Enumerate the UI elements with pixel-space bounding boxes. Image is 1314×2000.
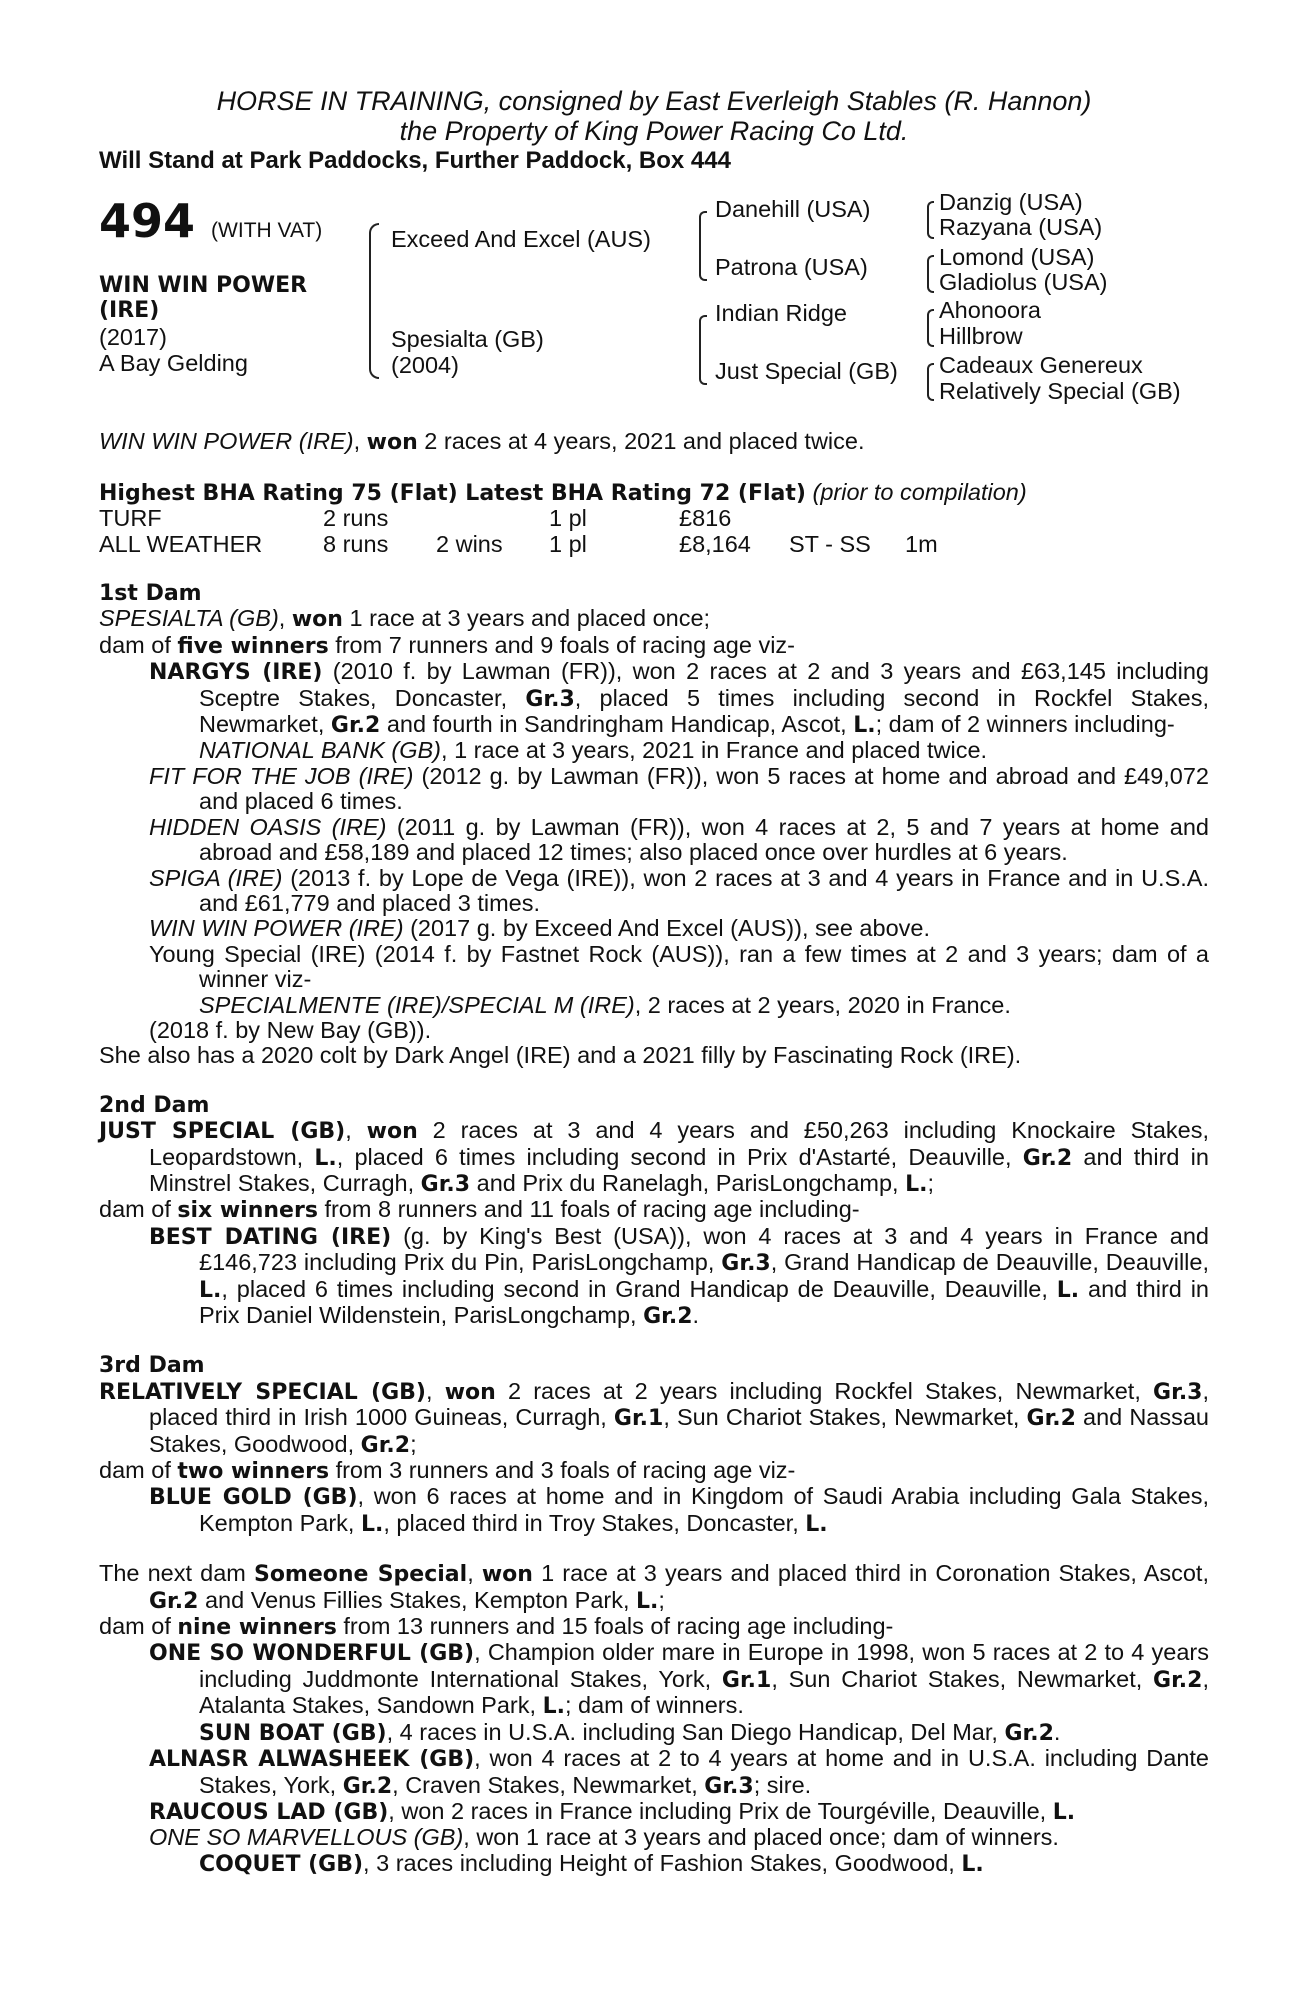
winners-count: two winners — [177, 1459, 330, 1485]
winners-count: nine winners — [177, 1615, 337, 1641]
produce-fit-for-the-job — [99, 764, 1209, 815]
dam-sire: Indian Ridge — [715, 300, 847, 327]
first-dam-heading: 1st Dam — [99, 581, 202, 607]
text: , Atalanta Stakes, Sandown Park, — [199, 1665, 1209, 1719]
text: (g. by King's Best (USA)), won 4 races at 3 and 4 years in France and £146,723 including Prix du Pin, ParisLongchamp, — [199, 1222, 1209, 1276]
produce-young-special: Young Special (IRE) (2014 f. by Fastnet Rock (AUS)), ran a few times at 2 and 3 years; dam of a winner viz- — [149, 940, 1209, 993]
text: The next dam — [99, 1560, 254, 1587]
text: , Craven Stakes, Newmarket, — [392, 1771, 705, 1798]
produce-specialmente — [99, 993, 1209, 1018]
text: , Sun Chariot Stakes, Newmarket, — [771, 1665, 1154, 1692]
text: , — [345, 1117, 367, 1144]
horse: ONE SO WONDERFUL (GB) — [149, 1641, 475, 1667]
horse: SPIGA (IRE) — [149, 864, 283, 891]
produce-nargys — [99, 659, 1209, 738]
produce-one-so-marvellous — [99, 1825, 1209, 1850]
winners-count: five winners — [177, 633, 329, 659]
text: , — [467, 1560, 482, 1587]
text: and Venus Fillies Stakes, Kempton Park, — [198, 1586, 637, 1613]
horse: RELATIVELY SPECIAL (GB) — [99, 1379, 426, 1405]
produce-spiga — [99, 866, 1209, 917]
rating-note: (prior to compilation) — [812, 478, 1027, 505]
grade: L. — [314, 1145, 337, 1171]
text: ; — [410, 1430, 417, 1457]
cell: 2 wins — [436, 530, 503, 557]
text: and fourth in Sandringham Handicap, Ascot, — [380, 711, 854, 738]
text: , Champion older mare in Europe in 1998, won 5 races at 2 to 4 years including Juddmonte International Stakes, York, — [199, 1639, 1209, 1692]
horse: FIT FOR THE JOB (IRE) — [149, 762, 414, 789]
grade: Gr.3 — [721, 1251, 771, 1277]
summary-won: won — [366, 430, 418, 456]
produce-blue-gold — [99, 1484, 1209, 1537]
grade: L. — [853, 713, 876, 739]
next-dam-line — [99, 1561, 1209, 1614]
brace-dd — [927, 363, 934, 401]
horse: SUN BOAT (GB) — [199, 1720, 387, 1746]
dam-dam: Just Special (GB) — [715, 358, 898, 385]
horse: JUST SPECIAL (GB) — [99, 1119, 346, 1145]
text: ; sire. — [753, 1771, 812, 1798]
text: and Prix du Ranelagh, ParisLongchamp, — [470, 1169, 906, 1196]
text: and Nassau Stakes, Goodwood, — [149, 1404, 1209, 1457]
dam-year: (2004) — [391, 352, 459, 379]
text: from 7 runners and 9 foals of racing age viz- — [328, 631, 795, 658]
dam-dam-sire: Cadeaux Genereux — [939, 352, 1143, 379]
text: from 3 runners and 3 foals of racing age viz- — [329, 1457, 796, 1484]
text: 1 race at 3 years and placed third in Coronation Stakes, Ascot, — [532, 1560, 1209, 1587]
text: ; dam of 2 winners including- — [875, 711, 1175, 738]
dam-sire-sire: Ahonoora — [939, 297, 1041, 324]
produce-coquet — [99, 1851, 1209, 1877]
also-has: She also has a 2020 colt by Dark Angel (IRE) and a 2021 filly by Fascinating Rock (IRE). — [99, 1042, 1022, 1069]
text: (2012 g. by Lawman (FR)), won 5 races at home and abroad and £49,072 and placed 6 times. — [199, 762, 1209, 815]
horse-name: WIN WIN POWER (IRE) — [99, 273, 308, 324]
horse: SPECIALMENTE (IRE)/SPECIAL M (IRE) — [199, 991, 635, 1018]
horse: WIN WIN POWER (IRE) — [149, 915, 404, 942]
text: , placed third in Troy Stakes, Doncaster, — [383, 1509, 806, 1536]
text: 2 races at 3 and 4 years and £50,263 including Knockaire Stakes, Leopardstown, — [149, 1117, 1209, 1170]
sire: Exceed And Excel (AUS) — [391, 226, 651, 253]
horse: HIDDEN OASIS (IRE) — [149, 813, 387, 840]
text: (2017 g. by Exceed And Excel (AUS)), see above. — [403, 915, 930, 942]
sire-sire: Danehill (USA) — [715, 196, 871, 223]
grade: Gr.3 — [704, 1773, 754, 1799]
header-owner: the Property of King Power Racing Co Ltd. — [399, 116, 909, 146]
cell — [436, 506, 549, 531]
header-consignor: HORSE IN TRAINING, consigned by East Everleigh Stables (R. Hannon) — [216, 86, 1092, 116]
grade: Gr.2 — [1153, 1667, 1203, 1693]
text: , placed 6 times including second in Grand Handicap de Deauville, Deauville, — [221, 1275, 1057, 1302]
text: , placed third in Irish 1000 Guineas, Curragh, — [149, 1377, 1210, 1431]
grade: L. — [961, 1851, 984, 1877]
text: ; — [658, 1586, 665, 1613]
text: from 13 runners and 15 foals of racing age including- — [336, 1613, 894, 1640]
rating-bold: Highest BHA Rating 75 (Flat) Latest BHA Rating 72 (Flat) — [99, 480, 806, 506]
race-summary: WIN WIN POWER (IRE), won 2 races at 4 years, 2021 and placed twice. — [99, 428, 865, 456]
brace-dam-parents — [699, 315, 707, 385]
text: , 1 race at 3 years, 2021 in France and placed twice. — [441, 737, 988, 764]
cell: 1 pl — [549, 530, 587, 557]
summary-horse: WIN WIN POWER (IRE) — [99, 428, 354, 455]
text: , won 4 races at 2 to 4 years at home and in U.S.A. including Dante Stakes, York, — [199, 1745, 1209, 1798]
grade: Gr.2 — [1022, 1145, 1073, 1171]
first-dam-line: SPESIALTA (GB), won 1 race at 3 years and placed once; — [99, 605, 711, 633]
horse: RAUCOUS LAD (GB) — [149, 1799, 389, 1825]
text: , Grand Handicap de Deauville, Deauville, — [770, 1249, 1209, 1276]
first-dam-name: SPESIALTA (GB) — [99, 605, 279, 632]
lot-number: 494 — [99, 194, 196, 249]
produce-sun-boat — [99, 1720, 1209, 1746]
text: from 8 runners and 11 foals of racing age including- — [317, 1196, 860, 1223]
grade: L. — [805, 1511, 828, 1537]
grade: L. — [636, 1588, 659, 1614]
text: 1 race at 3 years and placed once; — [349, 605, 711, 632]
horse: NATIONAL BANK (GB) — [199, 737, 442, 764]
grade: Gr.2 — [1004, 1720, 1054, 1746]
brace-sd — [927, 255, 934, 293]
text: (2010 f. by Lawman (FR)), won 2 races at 2 and 3 years and £63,145 including Sceptre Stakes, Doncaster, — [199, 658, 1209, 711]
grade: Gr.2 — [149, 1588, 199, 1614]
grade: Gr.2 — [330, 713, 381, 739]
text: , placed 6 times including second in Prix d'Astarté, Deauville, — [336, 1143, 1023, 1170]
second-dam-produce — [99, 1197, 1209, 1223]
produce-best-dating — [99, 1224, 1209, 1330]
text: ; — [927, 1169, 935, 1196]
grade: L. — [1056, 1277, 1080, 1303]
rating-line — [99, 480, 1209, 506]
grade: Gr.2 — [1026, 1406, 1076, 1432]
foaling-year: (2017) — [99, 324, 167, 351]
grade: Gr.2 — [643, 1304, 693, 1329]
won: won — [366, 1119, 418, 1145]
produce-one-so-wonderful — [99, 1640, 1209, 1719]
second-dam-line — [99, 1118, 1209, 1197]
text: , won 6 races at home and in Kingdom of Saudi Arabia including Gala Stakes, Kempton Park, — [199, 1483, 1209, 1536]
cell: £8,164 — [679, 530, 751, 557]
grade: Gr.2 — [342, 1773, 393, 1799]
won: won — [291, 607, 343, 633]
text: , 2 races at 2 years, 2020 in France. — [634, 991, 1011, 1018]
sire-dam: Patrona (USA) — [715, 254, 868, 281]
sire-sire-dam: Razyana (USA) — [939, 214, 1103, 241]
text: dam of — [99, 1613, 178, 1640]
record-row-turf — [99, 506, 1209, 531]
catalogue-page — [99, 86, 1209, 1877]
cell: ALL WEATHER — [99, 530, 263, 557]
dam: Spesialta (GB) — [391, 326, 544, 353]
grade: Gr.1 — [613, 1406, 664, 1432]
cell: TURF — [99, 505, 162, 532]
cell: 1m — [905, 530, 938, 557]
sire-dam-dam: Gladiolus (USA) — [939, 269, 1108, 296]
record-row-aw — [99, 532, 1209, 557]
text: , 3 races including Height of Fashion Stakes, Goodwood, — [363, 1849, 962, 1876]
pedigree-table — [99, 189, 1209, 427]
cell: 1 pl — [549, 505, 587, 532]
third-dam-heading: 3rd Dam — [99, 1353, 205, 1379]
produce-national-bank — [99, 738, 1209, 763]
horse: Someone Special — [253, 1562, 468, 1588]
text: ; dam of winners. — [564, 1692, 744, 1719]
horse: ONE SO MARVELLOUS (GB) — [149, 1824, 464, 1851]
produce-alnasr-alwasheek — [99, 1746, 1209, 1799]
cell: 8 runs — [323, 530, 389, 557]
text: , — [426, 1377, 445, 1404]
text: , won 2 races in France including Prix de Tourgéville, Deauville, — [388, 1797, 1053, 1824]
dam-sire-dam: Hillbrow — [939, 323, 1023, 350]
dam-dam-dam: Relatively Special (GB) — [939, 378, 1181, 405]
third-dam-produce — [99, 1458, 1209, 1484]
horse-description: A Bay Gelding — [99, 350, 248, 377]
grade: L. — [199, 1277, 222, 1303]
winners-count: six winners — [177, 1198, 318, 1224]
grade: L. — [905, 1171, 928, 1197]
sire-sire-sire: Danzig (USA) — [939, 189, 1083, 216]
cell: ST - SS — [789, 530, 871, 557]
grade: Gr.1 — [721, 1667, 772, 1693]
text: (2013 f. by Lope de Vega (IRE)), won 2 races at 3 and 4 years in France and in U.S.A. and £61,779 and placed 3 times. — [199, 864, 1209, 916]
produce-hidden-oasis — [99, 815, 1209, 866]
text: , placed 5 times including second in Rockfel Stakes, Newmarket, — [199, 684, 1209, 738]
horse: BEST DATING (IRE) — [149, 1224, 392, 1250]
text: and third in Prix Daniel Wildenstein, ParisLongchamp, — [199, 1275, 1209, 1328]
text: 2 races at 2 years including Rockfel Stakes, Newmarket, — [495, 1377, 1154, 1404]
next-dam-produce — [99, 1614, 1209, 1640]
brace-sire-dam — [369, 223, 379, 379]
grade: L. — [360, 1511, 384, 1537]
horse: COQUET (GB) — [199, 1851, 364, 1877]
grade: Gr.3 — [1153, 1379, 1203, 1405]
text: dam of — [99, 1457, 178, 1484]
text: . — [1053, 1718, 1061, 1745]
produce-win-win-power — [99, 916, 1209, 941]
header-stand: Will Stand at Park Paddocks, Further Paddock, Box 444 — [99, 147, 731, 174]
third-dam-line — [99, 1379, 1209, 1458]
produce-raucous-lad — [99, 1799, 1209, 1825]
brace-ss — [927, 201, 934, 239]
cell: £816 — [679, 505, 732, 532]
text: dam of — [99, 1196, 178, 1223]
cell: 2 runs — [323, 505, 389, 532]
brace-sire-parents — [699, 211, 707, 281]
text: . — [692, 1302, 700, 1328]
text: , 4 races in U.S.A. including San Diego Handicap, Del Mar, — [386, 1718, 1005, 1745]
won: won — [481, 1562, 533, 1588]
won: won — [444, 1379, 496, 1405]
grade: Gr.2 — [360, 1432, 411, 1458]
text: , won 1 race at 3 years and placed once; dam of winners. — [463, 1824, 1059, 1851]
text: (2011 g. by Lawman (FR)), won 4 races at 2, 5 and 7 years at home and abroad and £58,189 and placed 12 times; also placed once over hurdles at 6 years. — [199, 813, 1209, 866]
summary-text: 2 races at 4 years, 2021 and placed twice. — [424, 428, 865, 455]
grade: Gr.3 — [420, 1171, 471, 1197]
text: , Sun Chariot Stakes, Newmarket, — [663, 1404, 1027, 1431]
sire-dam-sire: Lomond (USA) — [939, 244, 1095, 271]
text: dam of — [99, 631, 178, 658]
first-dam-produce — [99, 633, 1209, 659]
text: and third in Minstrel Stakes, Curragh, — [149, 1143, 1209, 1196]
produce-2018: (2018 f. by New Bay (GB)). — [149, 1016, 432, 1043]
grade: Gr.3 — [525, 686, 575, 712]
horse: NARGYS (IRE) — [149, 660, 323, 686]
brace-ds — [927, 309, 934, 347]
grade: L. — [1052, 1799, 1076, 1825]
vat-note: (WITH VAT) — [211, 219, 323, 243]
horse: ALNASR ALWASHEEK (GB) — [149, 1747, 475, 1773]
horse: BLUE GOLD (GB) — [149, 1485, 358, 1511]
grade: L. — [542, 1694, 565, 1720]
second-dam-heading: 2nd Dam — [99, 1092, 210, 1118]
